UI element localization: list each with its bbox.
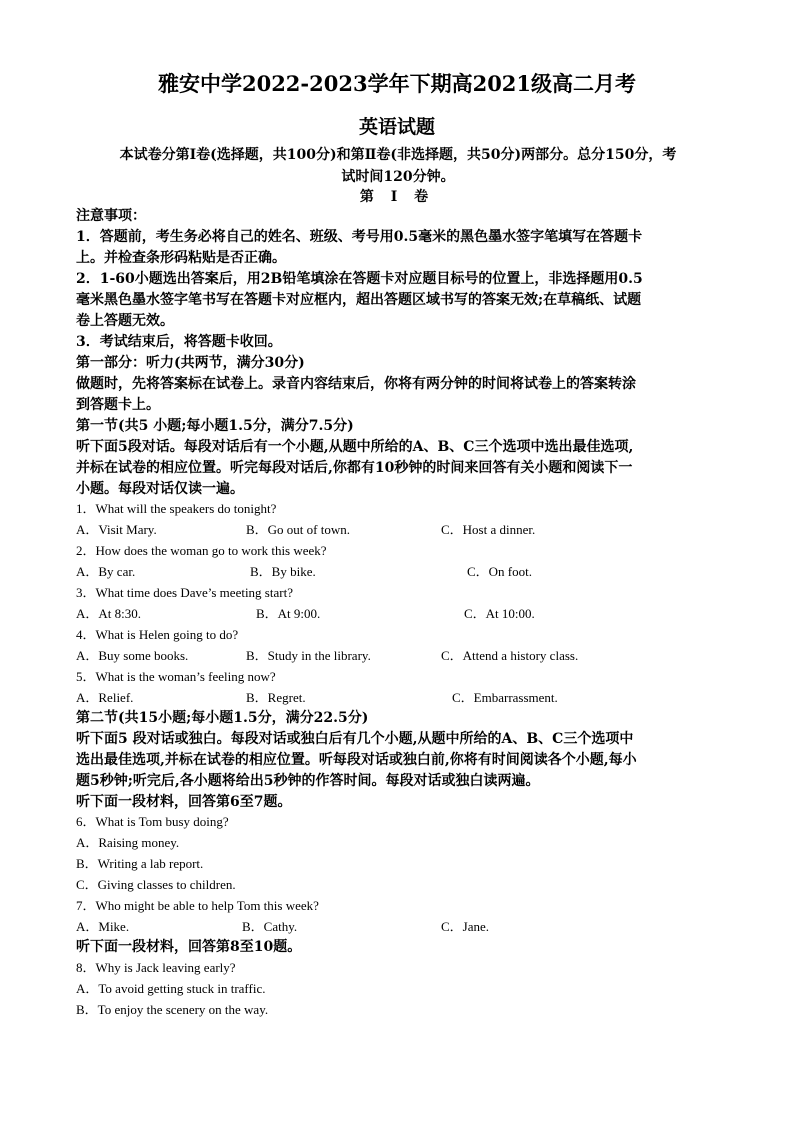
option-c: C．Jane. <box>441 919 490 934</box>
intro-line: 试时间120分钟。 <box>341 169 455 185</box>
option-c: C．At 10:00. <box>464 606 535 621</box>
note-line: 毫米黑色墨水签字笔书写在答题卡对应框内，超出答题区域书写的答案无效;在草稿纸、试题 <box>76 292 642 308</box>
option-b: B．By bike. <box>250 564 316 579</box>
option-a: A．Relief. <box>76 690 134 705</box>
option-c: C．Host a dinner. <box>441 522 536 537</box>
option-b: B．Cathy. <box>242 919 298 934</box>
option-a: A．At 8:30. <box>76 606 142 621</box>
note-line: 上。并检查条形码粘贴是否正确。 <box>76 250 286 266</box>
section1-desc: 小题。每段对话仅读一遍。 <box>76 481 244 497</box>
option-b: B．Go out of town. <box>246 522 351 537</box>
option-b: B．At 9:00. <box>256 606 321 621</box>
group-heading: 听下面一段材料，回答第6至7题。 <box>76 794 292 810</box>
option-c: C．On foot. <box>467 564 533 579</box>
section2-desc: 选出最佳选项,并标在试卷的相应位置。听每段对话或独白前,你将有时间阅读各个小题,每小 <box>76 752 637 768</box>
note-line: 3．考试结束后，将答题卡收回。 <box>76 334 282 350</box>
question-8: 8．Why is Jack leaving early? <box>76 960 236 975</box>
part1-desc: 到答题卡上。 <box>76 397 160 413</box>
group-heading: 听下面一段材料，回答第8至10题。 <box>76 939 302 955</box>
option-b: B．Writing a lab report. <box>76 856 204 871</box>
question-5: 5．What is the woman’s feeling now? <box>76 669 276 684</box>
option-b: B．To enjoy the scenery on the way. <box>76 1002 269 1017</box>
section2-heading: 第二节(共15小题;每小题1.5分，满分22.5分) <box>76 710 369 726</box>
section2-desc: 题5秒钟;听完后,各小题将给出5秒钟的作答时间。每段对话或独白读两遍。 <box>76 773 540 789</box>
section1-heading: 第一节(共5 小题;每小题1.5分，满分7.5分) <box>76 418 354 434</box>
part1-desc: 做题时，先将答案标在试卷上。录音内容结束后，你将有两分钟的时间将试卷上的答案转涂 <box>76 376 636 392</box>
option-c: C．Giving classes to children. <box>76 877 236 892</box>
option-c: C．Embarrassment. <box>452 690 558 705</box>
option-a: A．Mike. <box>76 919 130 934</box>
part-label: 第 Ⅰ 卷 <box>359 189 435 205</box>
option-a: A．Buy some books. <box>76 648 189 663</box>
note-line: 1．答题前，考生务必将自己的姓名、班级、考号用0.5毫米的黑色墨水签字笔填写在答题卡 <box>76 229 643 245</box>
part1-heading: 第一部分：听力(共两节，满分30分) <box>76 355 305 371</box>
notes-heading: 注意事项： <box>76 208 146 224</box>
exam-title: 雅安中学2022-2023学年下期高2021级高二月考 <box>157 71 637 96</box>
question-1: 1．What will the speakers do tonight? <box>76 501 277 516</box>
section1-desc: 听下面5段对话。每段对话后有一个小题,从题中所给的A、B、C三个选项中选出最佳选项, <box>76 439 634 455</box>
note-line: 2．1-60小题选出答案后，用2B铅笔填涂在答题卡对应题目标号的位置上，非选择题用0.5 <box>76 271 643 287</box>
question-4: 4．What is Helen going to do? <box>76 627 239 642</box>
option-a: A．To avoid getting stuck in traffic. <box>76 981 266 996</box>
exam-subject: 英语试题 <box>358 116 435 138</box>
exam-intro <box>76 144 720 188</box>
section2-desc: 听下面5 段对话或独白。每段对话或独白后有几个小题,从题中所给的A、B、C三个选项中 <box>76 731 634 747</box>
option-c: C．Attend a history class. <box>441 648 579 663</box>
question-6: 6．What is Tom busy doing? <box>76 814 229 829</box>
option-b: B．Regret. <box>246 690 306 705</box>
question-7: 7．Who might be able to help Tom this week? <box>76 898 319 913</box>
option-b: B．Study in the library. <box>246 648 371 663</box>
question-3: 3．What time does Dave’s meeting start? <box>76 585 293 600</box>
question-2: 2．How does the woman go to work this week? <box>76 543 327 558</box>
section1-desc: 并标在试卷的相应位置。听完每段对话后,你都有10秒钟的时间来回答有关小题和阅读下一 <box>76 460 633 476</box>
option-a: A．By car. <box>76 564 136 579</box>
intro-line: 本试卷分第Ⅰ卷(选择题，共100分)和第Ⅱ卷(非选择题，共50分)两部分。总分150分，考 <box>119 147 677 163</box>
note-line: 卷上答题无效。 <box>76 313 174 329</box>
option-a: A．Raising money. <box>76 835 180 850</box>
option-a: A．Visit Mary. <box>76 522 157 537</box>
